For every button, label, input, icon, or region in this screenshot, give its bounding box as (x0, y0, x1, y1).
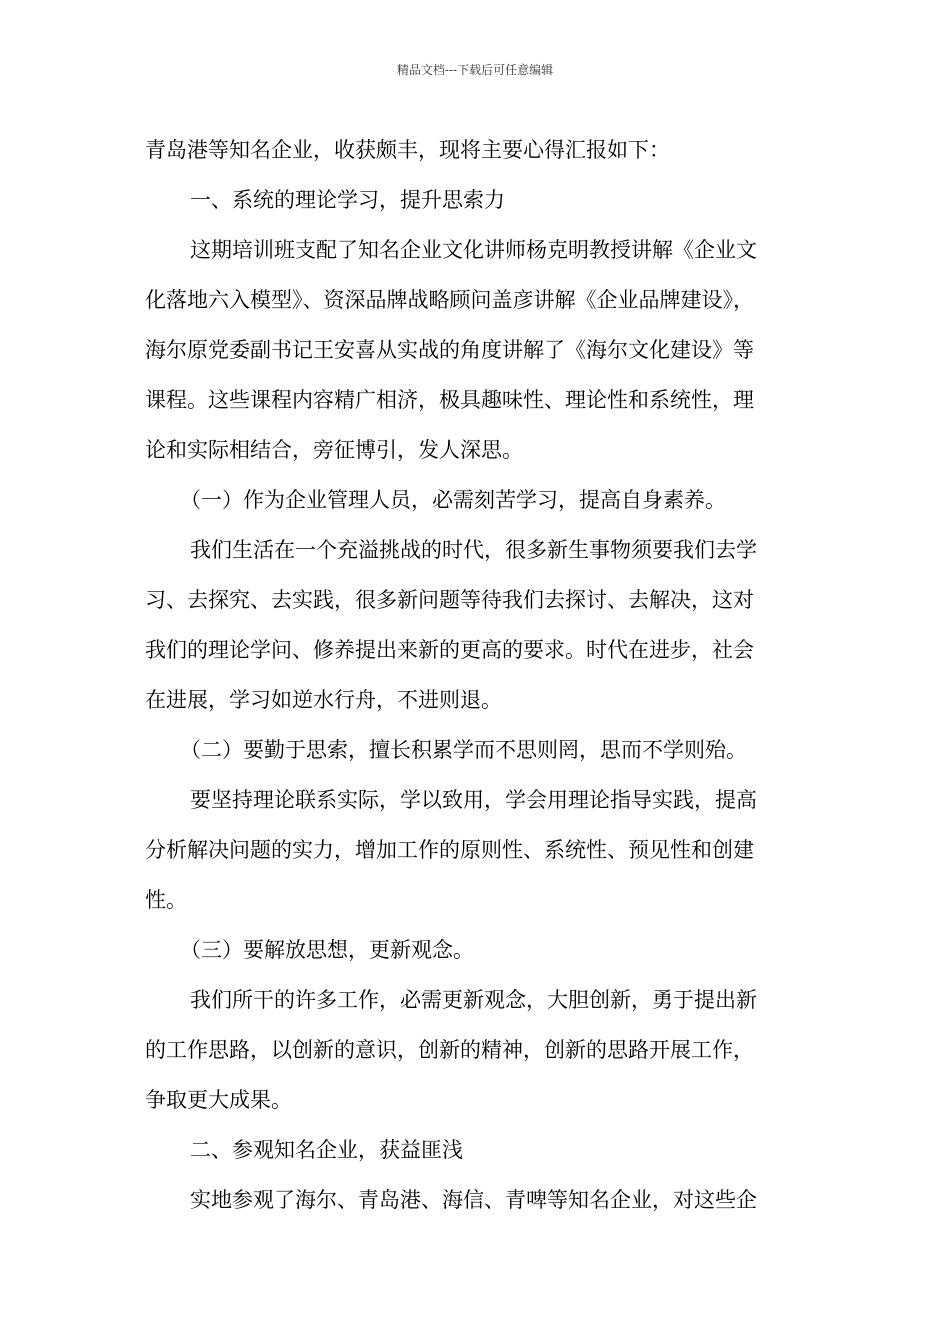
body-line: 这期培训班支配了知名企业文化讲师杨克明教授讲解《企业文 (190, 238, 757, 262)
subsection-heading: （三）要解放思想，更新观念。 (180, 938, 474, 962)
body-line: 性。 (145, 888, 187, 912)
section-heading: 一、系统的理论学习，提升思索力 (190, 188, 505, 212)
body-line: 分析解决问题的实力，增加工作的原则性、系统性、预见性和创建 (145, 838, 754, 862)
subsection-heading: （一）作为企业管理人员，必需刻苦学习，提高自身素养。 (180, 488, 726, 512)
body-line: 化落地六入模型》、资深品牌战略顾问盖彦讲解《企业品牌建设》， (145, 288, 754, 312)
body-line: 实地参观了海尔、青岛港、海信、青啤等知名企业，对这些企 (190, 1188, 757, 1212)
body-line: 的工作思路，以创新的意识，创新的精神，创新的思路开展工作， (145, 1038, 754, 1062)
body-line: 青岛港等知名企业，收获颇丰，现将主要心得汇报如下： (145, 138, 670, 162)
body-line: 我们生活在一个充溢挑战的时代，很多新生事物须要我们去学 (190, 538, 757, 562)
body-line: 在进展，学习如逆水行舟，不进则退。 (145, 688, 502, 712)
body-line: 课程。这些课程内容精广相济，极具趣味性、理论性和系统性，理 (145, 388, 754, 412)
body-line: 论和实际相结合，旁征博引，发人深思。 (145, 438, 523, 462)
section-heading: 二、参观知名企业，获益匪浅 (190, 1138, 463, 1162)
body-line: 要坚持理论联系实际，学以致用，学会用理论指导实践，提高 (190, 788, 757, 812)
body-line: 习、去探究、去实践，很多新问题等待我们去探讨、去解决，这对 (145, 588, 754, 612)
body-line: 我们的理论学问、修养提出来新的更高的要求。时代在进步，社会 (145, 638, 754, 662)
body-line: 争取更大成果。 (145, 1088, 292, 1112)
subsection-heading: （二）要勤于思索，擅长积累学而不思则罔，思而不学则殆。 (180, 738, 747, 762)
page-header: 精品文档---下载后可任意编辑 (396, 63, 554, 77)
body-line: 我们所干的许多工作，必需更新观念，大胆创新，勇于提出新 (190, 988, 757, 1012)
body-line: 海尔原党委副书记王安喜从实战的角度讲解了《海尔文化建设》等 (145, 338, 754, 362)
